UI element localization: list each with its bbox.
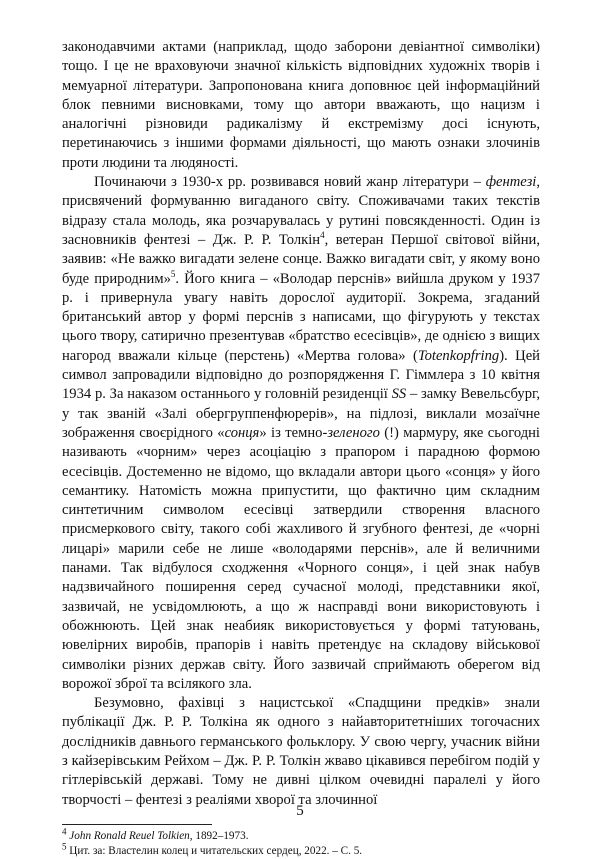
paragraph-2: Починаючи з 1930-х рр. розвивався новий жанр літератури – фентезі, присвячений формуванню вигаданого світу. Споживачами таких текстів відразу стала молодь, яка розчарувалась у рутині повсякденності. Один із засновників фентезі – Дж. Р. Р. Толкін$^4$, ветеран Першої світової війни, заявив: «Не важко вигадати зелене сонце. Важко вигадати світ, у якому воно буде природним»$^5$. Його книга – «Володар перснів» вийшла друком у 1937 р. і привернула увагу навіть дорослої аудиторії. Зокрема, згаданий британський автор у формі перснів з написами, що фігурують у текстах цього твору, сатирично презентував «братство есесівців», де однією з вищих нагород вважали кільце (перстень) «Мертва голова» (Totenkopfring). Цей символ запровадили відповідно до розпорядження Г. Гіммлера з 10 квітня 1934 р. За наказом останнього у головній резиденції SS – замку Вевельсбург, у так званій «Залі обергруппенфюрерів», на підлозі, виклали мозаїчне зображення своєрідного «сонця» із темно-зеленого (!) мармуру, яке сьогодні називають «чорним» через асоціацію з прапором і парадною формою есесівців. Достеменно не відомо, що вкладали автори цього «сонця» у його семантику. Натомість можна припустити, що фактично цим складним синтетичним символом есесівці затвердили створення власного присмеркового світу, такого собі жахливого й згубного фентезі, де «чорні лицарі» марили себе не лише «володарями перснів», але й величними панами. Так відбулося сходження «Чорного сонця», і цей знак набув надзвичайного поширення серед сучасної молоді, представники якої, зазвичай, не усвідомлюють, а що ж насправді вони використовують і обожнюють. Цей знак неабияк використовується у формі татуювань, ювелірних виробів, прапорів і навіть претендує на складову військової символіки різних держав світу. Його зазвичай сприймають оберегом від ворожої зброї та всілякого зла. (62, 174, 540, 692)
page-number: 5 (296, 803, 304, 819)
footnote-4: $^4$ John Ronald Reuel Tolkien, 1892–1973. (62, 826, 249, 842)
footnote-5: $^5$ Цит. за: Властелин колец и читательских сердец, 2022. – С. 5. (62, 841, 363, 857)
page-body (62, 38, 540, 859)
footnote-divider (62, 824, 212, 825)
paragraph-1: законодавчими актами (наприклад, щодо заборони девіантної символіки) тощо. І це не враховуючи значної кількість відповідних художніх творів і мемуарної літератури. Запропонована книга доповнює цей інформаційний блок певними висновками, тому що автори вважають, що нацизм і аналогічні різновиди радикалізму й екстремізму досі існують, перетинаючись з іншими формами діяльності, що мають ознаки злочинів проти людини та людяності. (62, 39, 540, 171)
paragraph-3: Безумовно, фахівці з нацистської «Спадщини предків» знали публікації Дж. Р. Р. Толкіна як одного з найавторитетніших тогочасних дослідників давнього германського фольклору. У свою чергу, учасник війни з кайзерівським Рейхом – Дж. Р. Р. Толкін жваво цікавився перебігом подій у гітлерівській державі. Тому не дивні цілком очевидні паралелі у його творчості – фентезі з реаліями хворої та злочинної (62, 695, 540, 808)
